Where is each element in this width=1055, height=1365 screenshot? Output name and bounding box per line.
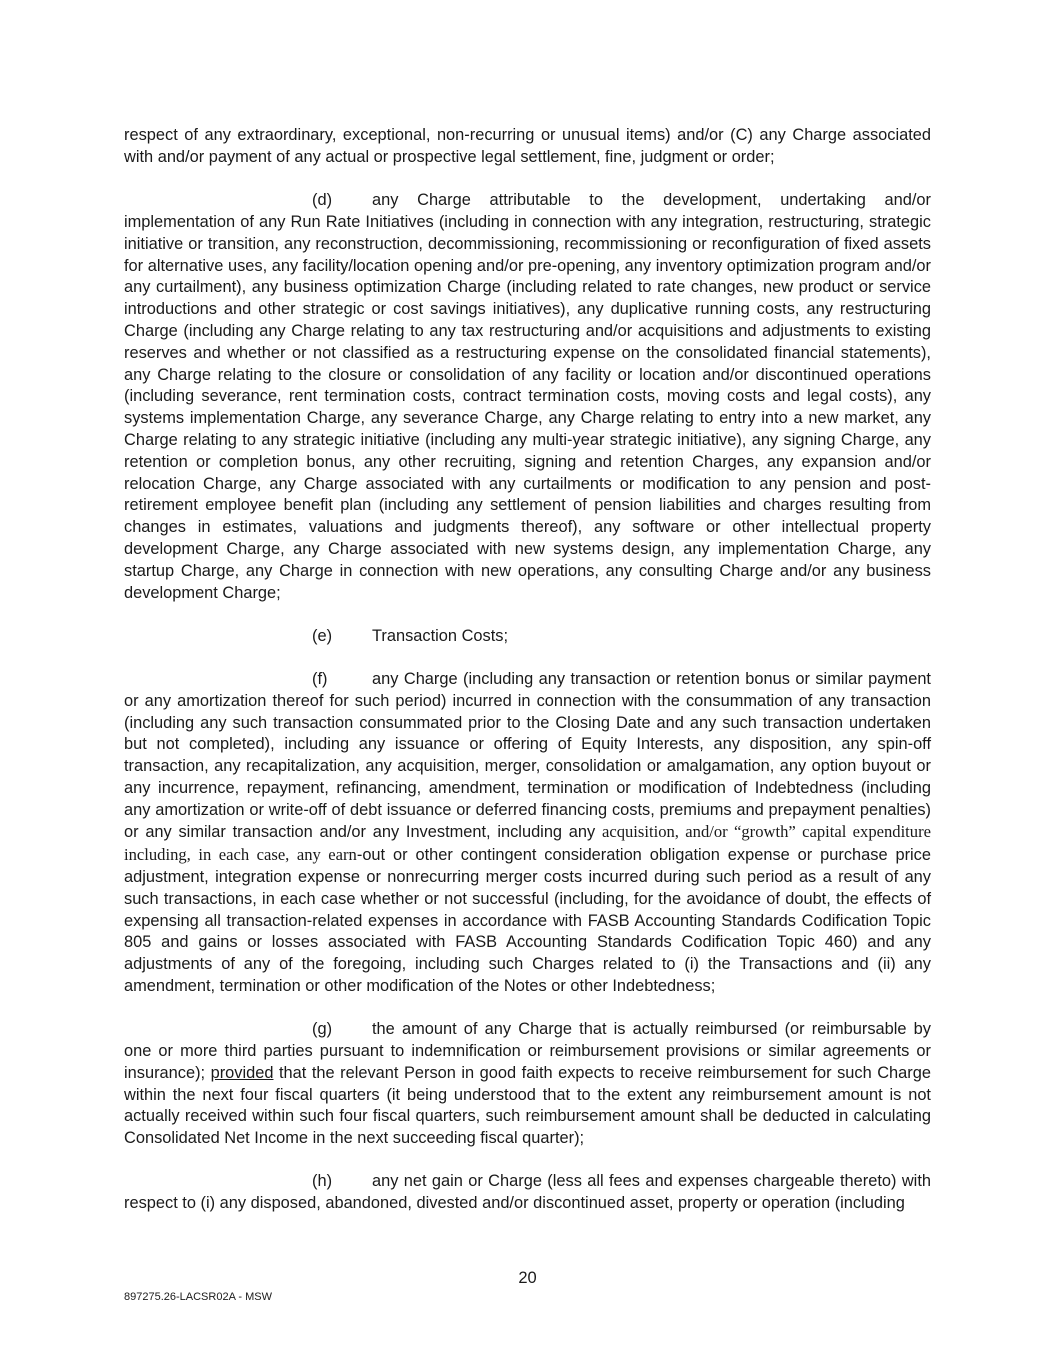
clause-marker-f: (f) (312, 669, 328, 688)
paragraph-f-text-2: -out or other contingent consideration obligation expense or purchase price adjustment, integration expense or nonrecurring merger costs incurred during such period as a result of any such transactions, in each case whether or not successful (including, for the avoidance of doubt, the effects of expensing all transaction-related expenses in accordance with FASB Accounting Standards Codification Topic 805 and gains or losses associated with FASB Accounting Standards Codification Topic 460) and any adjustments of any of the foregoing, including such Charges related to (i) the Transactions and (ii) any amendment, termination or other modification of the Notes or other Indebtedness; (124, 846, 931, 996)
clause-marker-g: (g) (312, 1020, 333, 1039)
clause-marker-h: (h) (312, 1172, 333, 1191)
paragraph-e-text: Transaction Costs; (372, 626, 509, 645)
paragraph-continued-text: respect of any extraordinary, exceptional, non-recurring or unusual items) and/or (C) any Charge associated with and/or payment of any actual or prospective legal settlement, fine, judgment or order; (124, 126, 931, 166)
body-text (124, 125, 931, 1236)
paragraph-g-text-1: the amount of any Charge that is actually reimbursed (or reimbursable by one or more third parties pursuant to indemnification or reimbursement provisions or similar agreements or insurance); (124, 1020, 931, 1082)
paragraph-e (124, 626, 931, 648)
paragraph-f-serif-run: acquisition, and/or “growth” capital expenditure including, in each case, any earn (124, 822, 931, 865)
document-id-footer: 897275.26-LACSR02A - MSW (124, 1291, 272, 1303)
paragraph-g (124, 1019, 931, 1150)
paragraph-h-text: any net gain or Charge (less all fees and expenses chargeable thereto) with respect to (i) any disposed, abandoned, divested and/or discontinued asset, property or operation (including (124, 1172, 931, 1213)
paragraph-continued (124, 125, 931, 169)
page-number: 20 (518, 1269, 537, 1287)
paragraph-g-text-2: that the relevant Person in good faith expects to receive reimbursement for such Charge within the next four fiscal quarters (it being understood that to the extent any reimbursement amount is not actually received within such four fiscal quarters, such reimbursement amount shall be deducted in calculating Consolidated Net Income in the next succeeding fiscal quarter); (124, 1063, 931, 1148)
paragraph-d-text: any Charge attributable to the development, undertaking and/or implementation of any Run Rate Initiatives (including in connection with any integration, restructuring, strategic initiative or transition, any reconstruction, decommissioning, recommissioning or reconfiguration of fixed assets for alternative uses, any facility/location opening and/or pre-opening, any inventory optimization program and/or any curtailment), any business optimization Charge (including related to rate changes, new product or service introductions and other strategic or cost savings initiatives), any duplicative running costs, any restructuring Charge (including any Charge relating to any tax restructuring and/or acquisitions and adjustments to existing reserves and whether or not classified as a restructuring expense on the consolidated financial statements), any Charge relating to the closure or consolidation of any facility or location and/or discontinued operations (including severance, rent termination costs, contract termination costs, moving costs and legal costs), any systems implementation Charge, any severance Charge, any Charge relating to entry into a new market, any Charge relating to any strategic initiative (including any multi-year strategic initiative), any signing Charge, any retention or completion bonus, any other recruiting, signing and retention Charges, any expansion and/or relocation Charge, any Charge associated with any curtailments or modification to any pension and post-retirement employee benefit plan (including any settlement of pension liabilities and charges resulting from changes in estimates, valuations and judgments thereof), any software or other intellectual property development Charge, any Charge associated with new systems design, any implementation Charge, any startup Charge, any Charge in connection with new operations, any consulting Charge and/or any business development Charge; (124, 191, 931, 602)
paragraph-d (124, 190, 931, 604)
paragraph-f-text-1: any Charge (including any transaction or retention bonus or similar payment or any amortization thereof for such period) incurred in connection with the consummation of any transaction (including any such transaction consummated prior to the Closing Date and any such transaction undertaken but not completed), including any issuance or offering of Equity Interests, any disposition, any spin-off transaction, any recapitalization, any acquisition, merger, consolidation or amalgamation, any option buyout or any incurrence, repayment, refinancing, amendment, termination or modification of Indebtedness (including any amortization or write-off of debt issuance or deferred financing costs, premiums and prepayment penalties) or any similar transaction and/or any Investment, including any (124, 669, 931, 842)
paragraph-f (124, 669, 931, 998)
provided-term: provided (210, 1063, 274, 1082)
clause-marker-e: (e) (312, 626, 333, 645)
clause-marker-d: (d) (312, 191, 333, 210)
paragraph-h (124, 1171, 931, 1215)
